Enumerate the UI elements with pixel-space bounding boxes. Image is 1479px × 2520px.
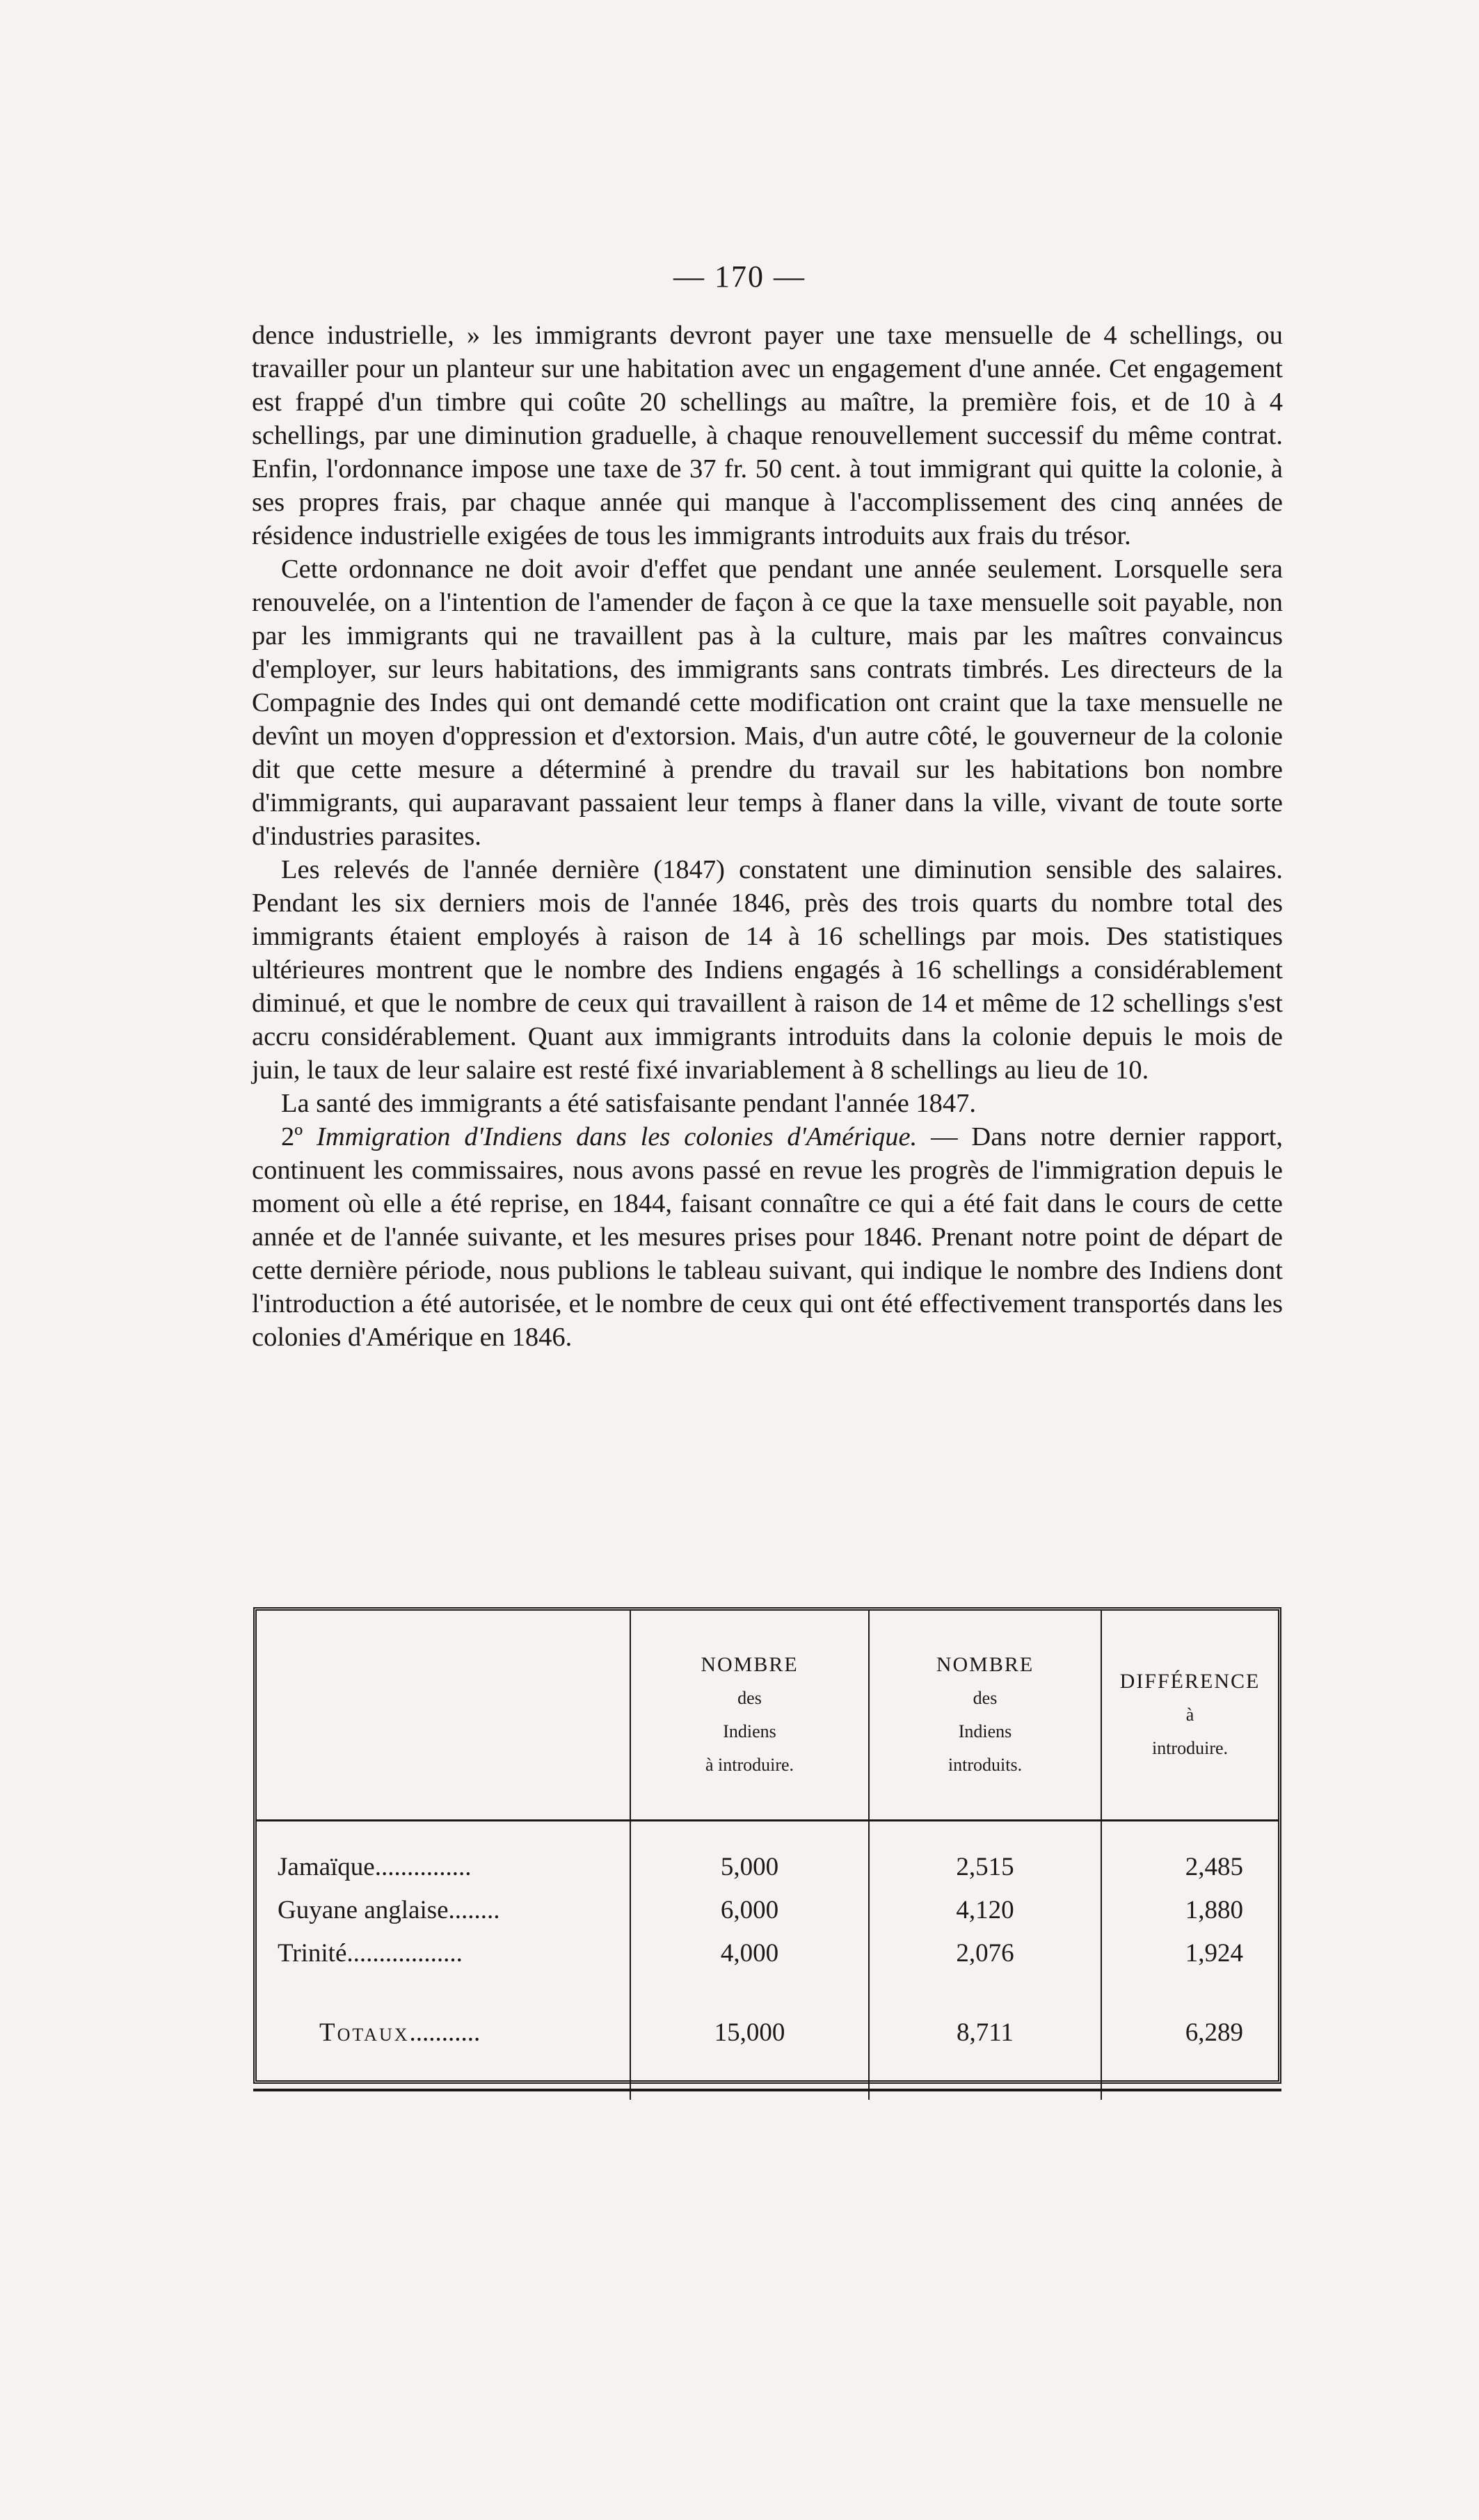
total-introduced: 8,711 (869, 2008, 1101, 2057)
row-label: Guyane anglaise........ (278, 1895, 500, 1924)
paragraph: dence industrielle, » les immigrants devront payer une taxe mensuelle de 4 schellings, ou travailler pour un planteur sur une habitation avec un engagement d'une année. Cet engagement est frappé d'un timbre qui coûte 20 schellings au maître, la première fois, et de 10 à 4 schellings, par une diminution graduelle, à chaque renouvellement successif du même contrat. Enfin, l'ordonnance impose une taxe de 37 fr. 50 cent. à tout immigrant qui quitte la colonie, à ses propres frais, par chaque année qui manque à l'accomplissement des cinq années de résidence industrielle exigées de tous les immigrants introduits aux frais du trésor. (252, 321, 1283, 550)
header-line: à (1185, 1705, 1194, 1725)
header-difference (1101, 1611, 1278, 1821)
header-line: Indiens (723, 1721, 776, 1741)
header-line: à introduire. (705, 1755, 794, 1775)
total-label: Totaux........... (319, 2018, 481, 2047)
paragraph: Les relevés de l'année dernière (1847) constatent une diminution sensible des salaires. Pendant les six derniers mois de l'année 1846, près des trois quarts du nombre total des immigrants étaient employés à raison de 14 à 16 schellings par mois. Des statistiques ultérieures montrent que le nombre des Indiens engagés à 16 schellings a considérablement diminué, et que le nombre de ceux qui travaillent à raison de 14 et même de 12 schellings s'est accru considérablement. Quant aux immigrants introduits dans la colonie depuis le mois de juin, le taux de leur salaire est resté fixé invariablement à 8 schellings au lieu de 10. (252, 855, 1283, 1085)
page-number: — 170 — (673, 260, 806, 294)
paragraph: La santé des immigrants a été satisfaisante pendant l'année 1847. (281, 1089, 977, 1118)
table-spacer (257, 1975, 1278, 2008)
header-line: des (973, 1688, 998, 1708)
row-label: Trinité.................. (278, 1938, 463, 1968)
cell-introduced: 4,120 (869, 1888, 1101, 1931)
cell-to-introduce: 4,000 (630, 1931, 869, 1975)
table-spacer (257, 1821, 1278, 1846)
cell-introduced: 2,515 (869, 1845, 1101, 1888)
section-number: 2º (281, 1122, 303, 1151)
section-paragraph (252, 1120, 1283, 1354)
header-line: introduits. (948, 1755, 1023, 1775)
table-total-row (257, 2008, 1278, 2057)
table-row (257, 1845, 1278, 1888)
row-label: Jamaïque............... (278, 1852, 472, 1881)
cell-to-introduce: 6,000 (630, 1888, 869, 1931)
cell-difference: 2,485 (1101, 1845, 1278, 1888)
section-text: — Dans notre dernier rapport, continuent les commissaires, nous avons passé en revue les progrès de l'immigration depuis le moment où elle a été reprise, en 1844, faisant connaître ce qui a été fait dans le cours de cette année et de l'année suivante, et les mesures prises pour 1846. Prenant notre point de départ de cette dernière période, nous publions le tableau suivant, qui indique le nombre des Indiens dont l'introduction a été autorisée, et le nombre de ceux qui ont été effectivement transportés dans les colonies d'Amérique en 1846. (252, 1122, 1284, 1352)
header-caption: DIFFÉRENCE (1119, 1670, 1261, 1693)
body-text (252, 319, 1283, 1354)
header-line: des (737, 1688, 762, 1708)
cell-difference: 1,880 (1101, 1888, 1278, 1931)
cell-difference: 1,924 (1101, 1931, 1278, 1975)
table-spacer (257, 2057, 1278, 2100)
cell-to-introduce: 5,000 (630, 1845, 869, 1888)
statistics-table-grid (257, 1611, 1278, 2100)
header-line: Indiens (958, 1721, 1012, 1741)
header-caption: NOMBRE (701, 1653, 799, 1676)
table-row (257, 1931, 1278, 1975)
header-line: introduire. (1151, 1738, 1229, 1758)
statistics-table (253, 1607, 1281, 2084)
header-introduced (869, 1611, 1101, 1821)
total-difference: 6,289 (1101, 2008, 1278, 2057)
header-to-introduce (630, 1611, 869, 1821)
total-to-introduce: 15,000 (630, 2008, 869, 2057)
table-header-row (257, 1611, 1278, 1821)
header-label-column (257, 1611, 630, 1821)
paragraph: Cette ordonnance ne doit avoir d'effet que pendant une année seulement. Lorsquelle sera renouvelée, on a l'intention de l'amender de façon à ce que la taxe mensuelle soit payable, non par les immigrants qui ne travaillent pas à la culture, mais par les maîtres convaincus d'employer, sur leurs habitations, des immigrants sans contrats timbrés. Les directeurs de la Compagnie des Indes qui ont demandé cette modification ont craint que la taxe mensuelle ne devînt un moyen d'oppression et d'extorsion. Mais, d'un autre côté, le gouverneur de la colonie dit que cette mesure a déterminé à prendre du travail sur les habitations bon nombre d'immigrants, qui auparavant passaient leur temps à flaner dans la ville, vivant de toute sorte d'industries parasites. (252, 555, 1283, 851)
table-row (257, 1888, 1278, 1931)
header-caption: NOMBRE (936, 1653, 1034, 1676)
section-title: Immigration d'Indiens dans les colonies d'Amérique. (317, 1122, 918, 1151)
cell-introduced: 2,076 (869, 1931, 1101, 1975)
